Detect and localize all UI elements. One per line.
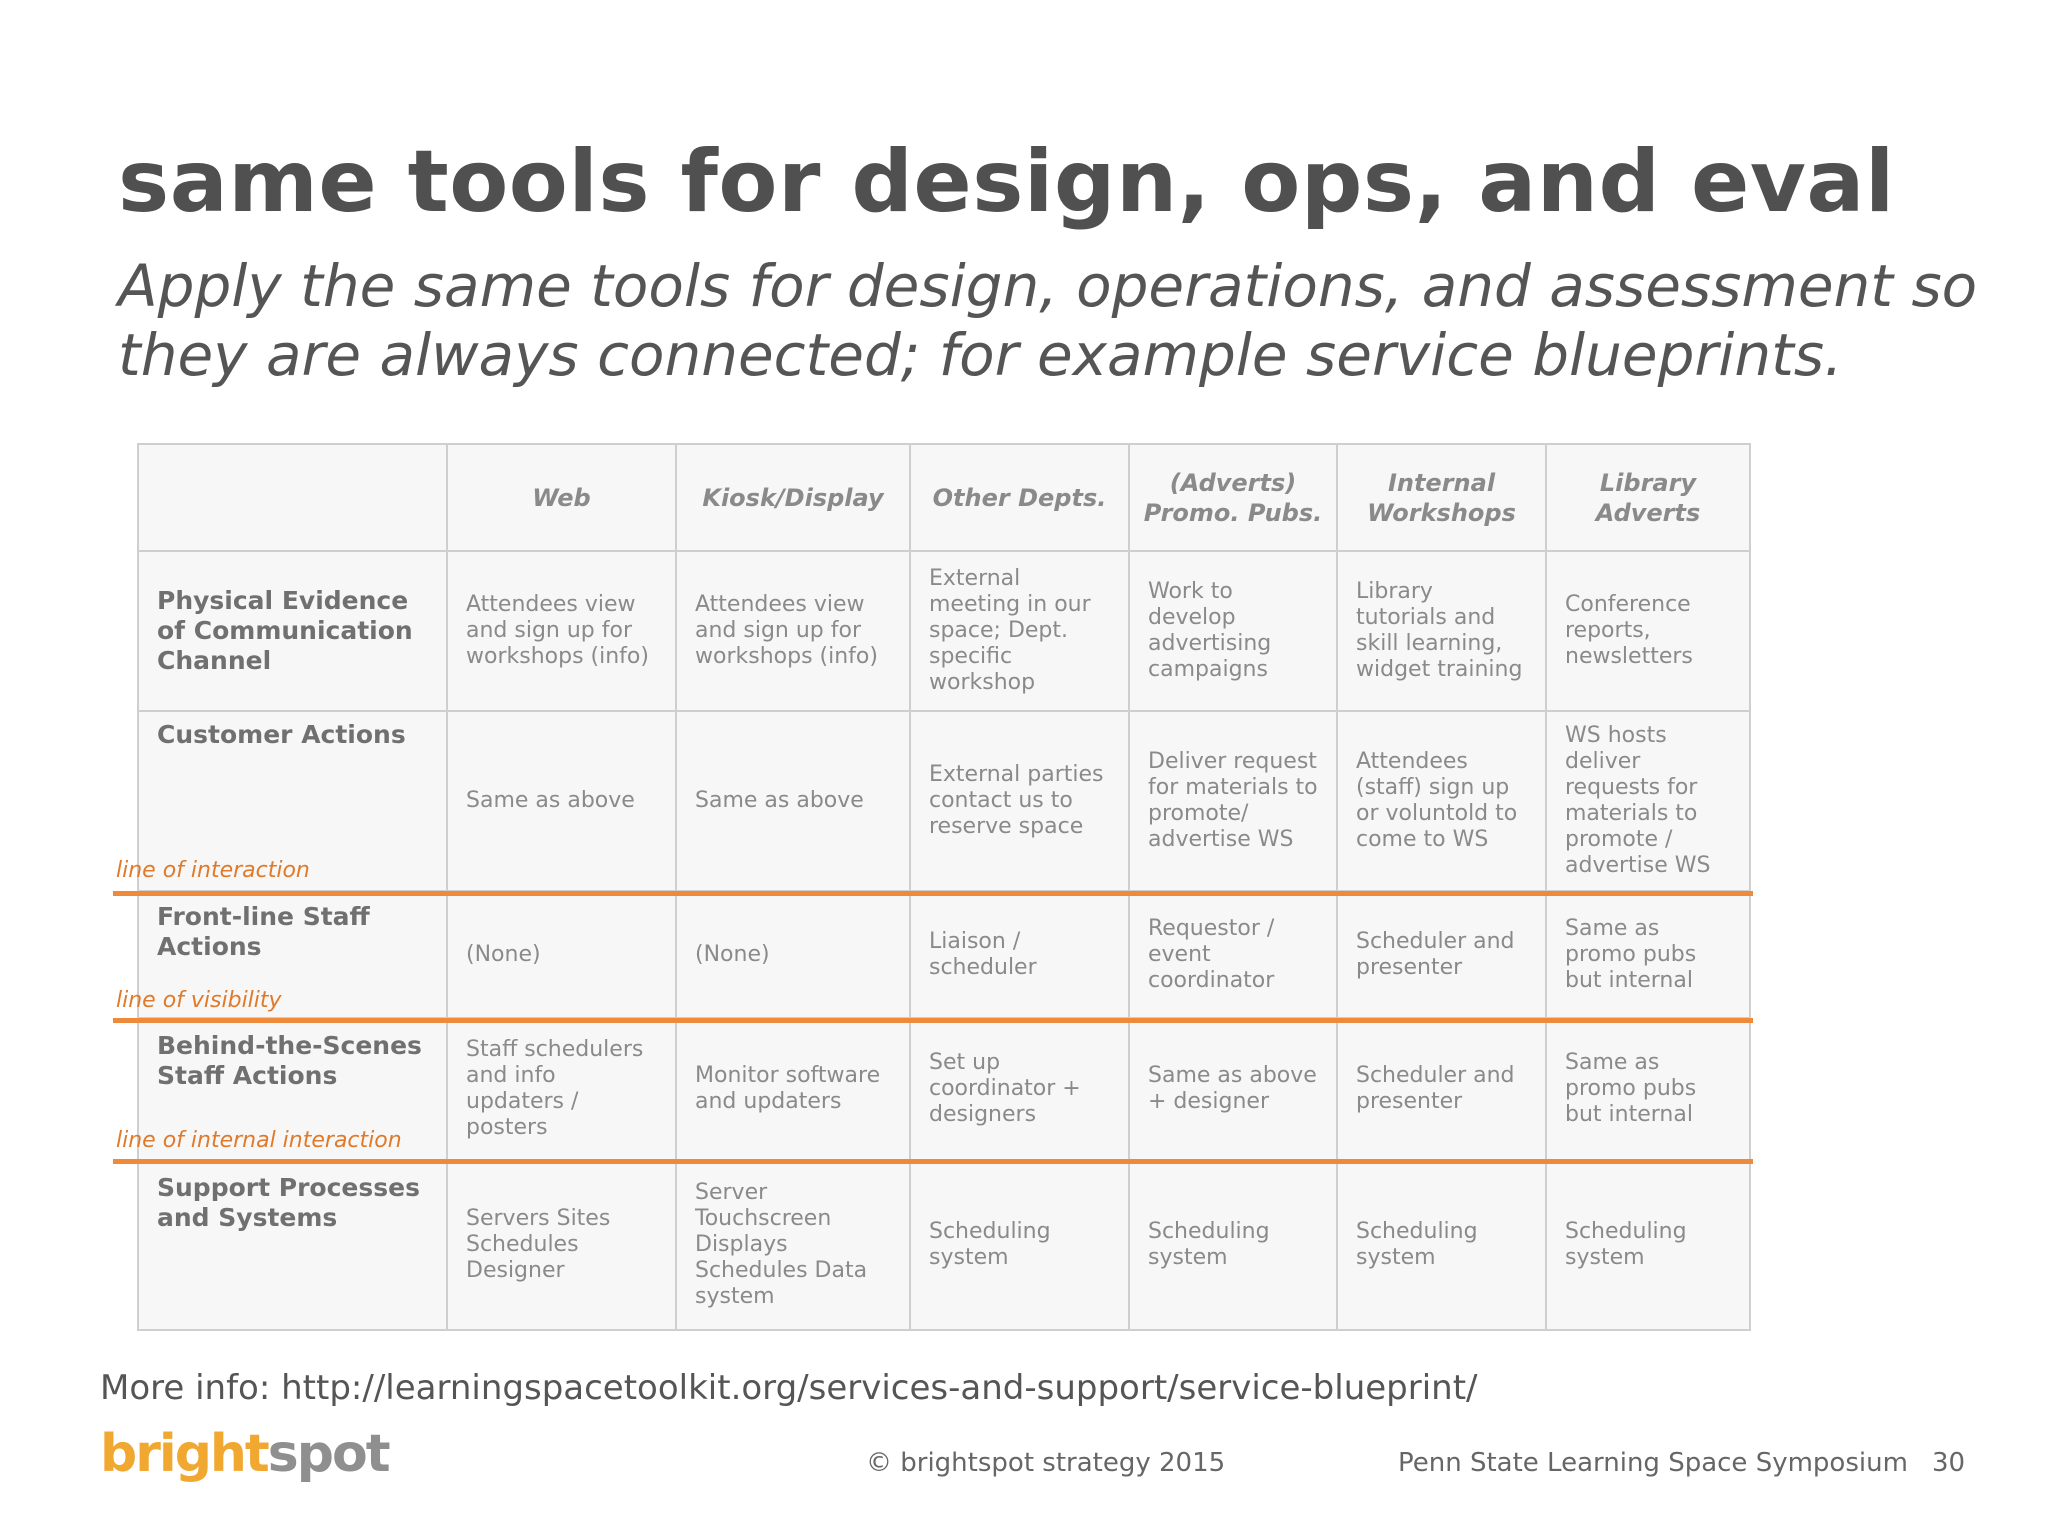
- table-cell: Conference reports, newsletters: [1546, 551, 1750, 711]
- table-cell: Server Touchscreen Displays Schedules Data system: [676, 1160, 910, 1330]
- symposium-text: Penn State Learning Space Symposium: [1398, 1448, 1908, 1478]
- table-cell: Work to develop advertising campaigns: [1129, 551, 1337, 711]
- table-cell: Requestor / event coordinator: [1129, 891, 1337, 1018]
- table-cell: (None): [676, 891, 910, 1018]
- logo-bright: bright: [100, 1424, 268, 1484]
- table-cell: External meeting in our space; Dept. specific workshop: [910, 551, 1129, 711]
- table-cell: Same as above: [447, 711, 676, 891]
- service-blueprint-table: [137, 443, 1749, 1329]
- row-header-physical-evidence: Physical Evidence of Communication Channel: [138, 551, 447, 711]
- more-info-link[interactable]: More info: http://learningspacetoolkit.org/services-and-support/service-blueprint/: [100, 1368, 1478, 1408]
- table-row: [138, 711, 1750, 891]
- table-row: [138, 551, 1750, 711]
- table-cell: Same as promo pubs but internal: [1546, 1018, 1750, 1160]
- table-cell: Servers Sites Schedules Designer: [447, 1160, 676, 1330]
- table-cell: Set up coordinator + designers: [910, 1018, 1129, 1160]
- table-cell: Attendees view and sign up for workshops (info): [676, 551, 910, 711]
- column-header-library-adverts: Library Adverts: [1546, 444, 1750, 551]
- column-header-internal-workshops: Internal Workshops: [1337, 444, 1546, 551]
- row-header-support-processes: Support Processes and Systems: [138, 1160, 447, 1330]
- table-cell: Same as above + designer: [1129, 1018, 1337, 1160]
- line-of-internal-interaction: [113, 1159, 1753, 1164]
- column-header-other-depts: Other Depts.: [910, 444, 1129, 551]
- table-cell: Scheduler and presenter: [1337, 1018, 1546, 1160]
- table-row: [138, 1160, 1750, 1330]
- slide-subtitle: [118, 252, 2018, 390]
- subtitle-line-1: Apply the same tools for design, operations, and assessment so: [118, 252, 1978, 320]
- table-cell: Monitor software and updaters: [676, 1018, 910, 1160]
- column-header-kiosk: Kiosk/Display: [676, 444, 910, 551]
- copyright-text: © brightspot strategy 2015: [866, 1448, 1226, 1478]
- table-cell: Scheduling system: [1129, 1160, 1337, 1330]
- row-header-customer-actions: Customer Actions: [138, 711, 447, 891]
- table-cell: Staff schedulers and info updaters / posters: [447, 1018, 676, 1160]
- line-of-interaction: [113, 891, 1753, 896]
- table-cell: External parties contact us to reserve space: [910, 711, 1129, 891]
- table-cell: WS hosts deliver requests for materials to promote / advertise WS: [1546, 711, 1750, 891]
- table-cell: Same as above: [676, 711, 910, 891]
- column-header-empty: [138, 444, 447, 551]
- column-header-promo-pubs: (Adverts) Promo. Pubs.: [1129, 444, 1337, 551]
- line-of-interaction-label: line of interaction: [116, 858, 310, 883]
- line-of-visibility: [113, 1018, 1753, 1023]
- row-header-behind-the-scenes: Behind-the-Scenes Staff Actions: [138, 1018, 447, 1160]
- table-cell: Same as promo pubs but internal: [1546, 891, 1750, 1018]
- row-header-front-line-staff: Front-line Staff Actions: [138, 891, 447, 1018]
- table-row: [138, 891, 1750, 1018]
- table-cell: Attendees view and sign up for workshops (info): [447, 551, 676, 711]
- brightspot-logo: [100, 1424, 389, 1484]
- subtitle-line-2: they are always connected; for example service blueprints.: [118, 321, 1843, 389]
- logo-spot: spot: [267, 1424, 389, 1484]
- table-cell: Library tutorials and skill learning, widget training: [1337, 551, 1546, 711]
- header-row: [138, 444, 1750, 551]
- table-cell: Scheduling system: [910, 1160, 1129, 1330]
- table-cell: Scheduling system: [1337, 1160, 1546, 1330]
- line-of-internal-interaction-label: line of internal interaction: [116, 1128, 402, 1153]
- table-cell: (None): [447, 891, 676, 1018]
- table-cell: Scheduler and presenter: [1337, 891, 1546, 1018]
- slide-title: same tools for design, ops, and eval: [118, 132, 1895, 232]
- line-of-visibility-label: line of visibility: [116, 988, 282, 1013]
- table-cell: Deliver request for materials to promote/ advertise WS: [1129, 711, 1337, 891]
- table-cell: Liaison / scheduler: [910, 891, 1129, 1018]
- page-number: 30: [1932, 1448, 1966, 1478]
- column-header-web: Web: [447, 444, 676, 551]
- table-cell: Scheduling system: [1546, 1160, 1750, 1330]
- table-cell: Attendees (staff) sign up or voluntold to come to WS: [1337, 711, 1546, 891]
